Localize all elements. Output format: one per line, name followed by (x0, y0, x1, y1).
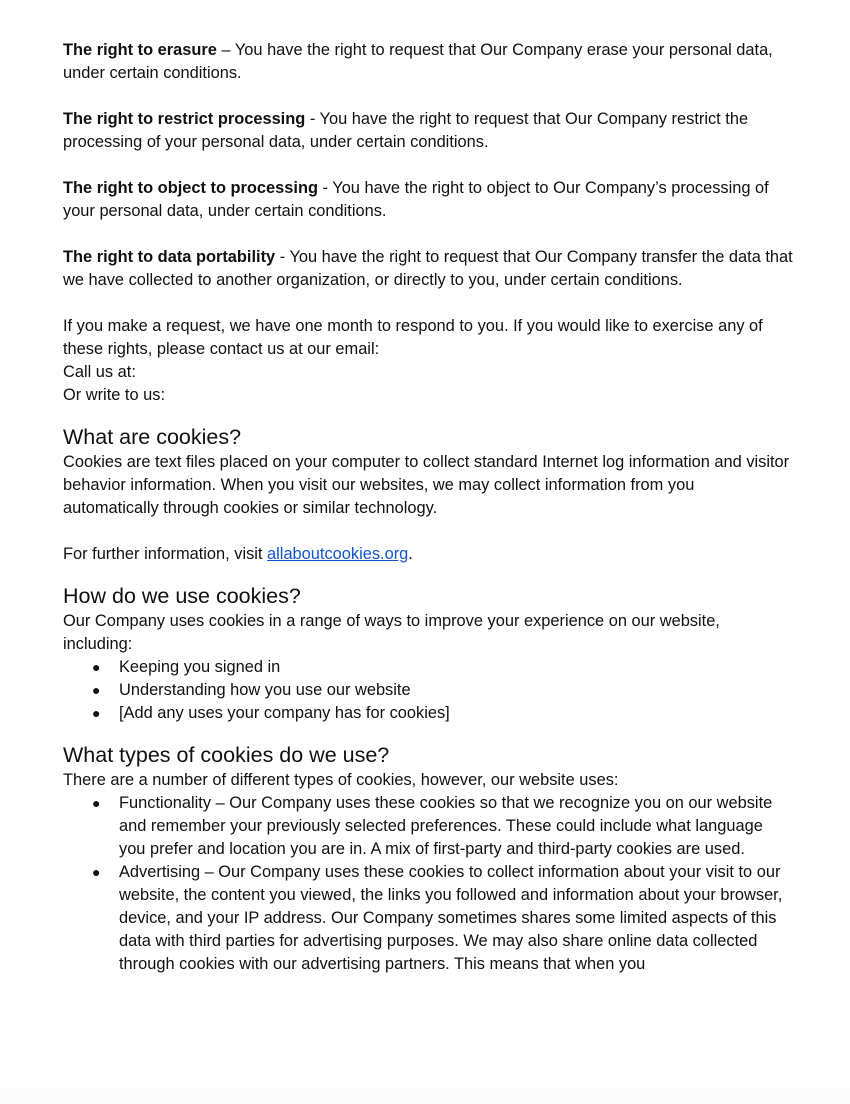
right-text: You have the right to request that Our Company erase your personal data, under certain conditions. (63, 41, 773, 82)
bullet-icon: ● (92, 864, 101, 880)
right-title: The right to object to processing (63, 179, 318, 197)
cookie-types-list (63, 792, 793, 976)
right-title: The right to restrict processing (63, 110, 306, 128)
right-title: The right to data portability (63, 248, 276, 266)
right-erasure: The right to erasure – You have the right to request that Our Company erase your personal data, under certain conditions. (63, 41, 773, 82)
allaboutcookies-link[interactable]: allaboutcookies.org (267, 545, 409, 563)
bullet-icon: ● (92, 795, 101, 811)
right-text: You have the right to request that Our Company restrict the processing of your personal data, under certain conditions. (63, 110, 749, 151)
right-text: You have the right to object to Our Company’s processing of your personal data, under certain conditions. (63, 179, 769, 220)
bullet-icon: ● (92, 682, 101, 698)
heading-how-use-cookies: How do we use cookies? (63, 584, 301, 608)
right-data-portability: The right to data portability - You have the right to request that Our Company transfer the data that we have collected to another organization, or directly to you, under certain conditions. (63, 248, 793, 289)
how-use-intro: Our Company uses cookies in a range of ways to improve your experience on our website, including: (63, 612, 720, 653)
contact-write: Or write to us: (63, 386, 166, 404)
cookies-definition: Cookies are text files placed on your computer to collect standard Internet log information and visitor behavior information. When you visit our websites, we may collect information from you automatically through cookies or similar technology. (63, 453, 790, 517)
right-restrict-processing: The right to restrict processing - You have the right to request that Our Company restrict the processing of your personal data, under certain conditions. (63, 110, 749, 151)
list-item: ● Keeping you signed in (63, 656, 793, 679)
list-item: ● Functionality – Our Company uses these cookies so that we recognize you on our website and remember your previously selected preferences. These could include what language you prefer and location you are in. A mix of first-party and third-party cookies are used. (92, 794, 773, 858)
contact-intro: If you make a request, we have one month to respond to you. If you would like to exercise any of these rights, please contact us at our email: (63, 317, 763, 358)
bullet-icon: ● (92, 705, 101, 721)
contact-call: Call us at: (63, 363, 136, 381)
right-title: The right to erasure (63, 41, 217, 59)
list-item: ● Advertising – Our Company uses these cookies to collect information about your visit to our website, the content you viewed, the links you followed and information about your browser, device, and your IP address. Our Company sometimes shares some limited aspects of this data with third parties for advertising purposes. We may also share online data collected through cookies with our advertising partners. This means that when you (92, 863, 783, 973)
page-bottom-edge (0, 1087, 850, 1104)
right-object-processing: The right to object to processing - You have the right to object to Our Company’s processing of your personal data, under certain conditions. (63, 179, 769, 220)
bullet-icon: ● (92, 659, 101, 675)
list-item: ● [Add any uses your company has for cookies] (63, 702, 793, 725)
heading-what-are-cookies: What are cookies? (63, 425, 242, 449)
heading-types-of-cookies: What types of cookies do we use? (63, 743, 390, 767)
types-intro: There are a number of different types of cookies, however, our website uses: (63, 771, 619, 789)
further-information: For further information, visit allaboutcookies.org. (63, 545, 413, 563)
document-page (63, 39, 793, 976)
list-item: ● Understanding how you use our website (63, 679, 793, 702)
right-text: You have the right to request that Our Company transfer the data that we have collected to another organization, or directly to you, under certain conditions. (63, 248, 793, 289)
cookie-uses-list (63, 656, 793, 725)
